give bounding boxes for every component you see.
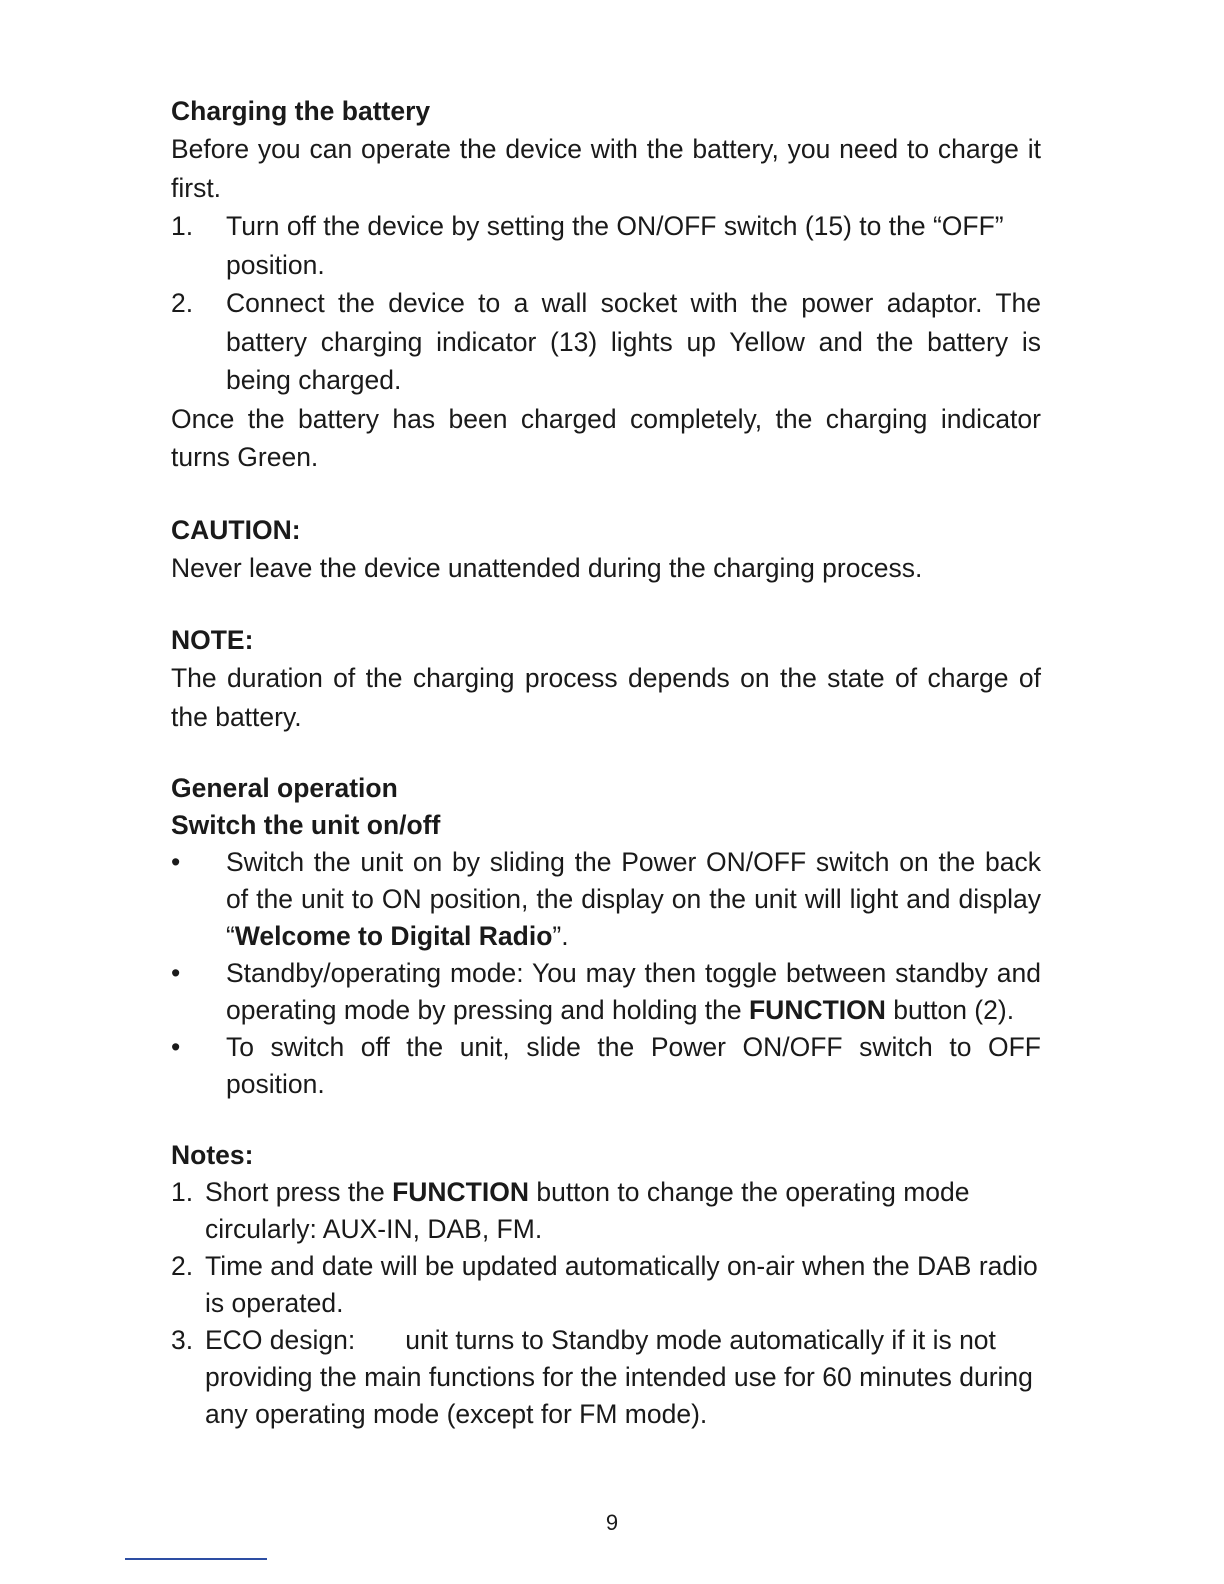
- bullet-icon: •: [171, 847, 181, 877]
- step-text: Turn off the device by setting the ON/OFF switch (15) to the “OFF” position.: [226, 211, 1004, 280]
- charging-step: [171, 207, 1041, 284]
- general-heading: General operation: [171, 773, 398, 803]
- charging-section: [171, 92, 1041, 477]
- caution-section: [171, 511, 1041, 588]
- step-number: 1.: [171, 211, 194, 241]
- manual-page: [171, 92, 1041, 1433]
- spacer: [171, 1103, 1041, 1137]
- notes-section: [171, 1137, 1041, 1433]
- note-item-text: Time and date will be updated automatically on-air when the DAB radio is operated.: [205, 1251, 1038, 1318]
- bullet-icon: •: [171, 1032, 181, 1062]
- notes-heading: Notes:: [171, 1140, 254, 1170]
- bullet-text: To switch off the unit, slide the Power ON/OFF switch to OFF position.: [226, 1032, 1041, 1099]
- charging-heading: Charging the battery: [171, 96, 431, 126]
- switch-subheading: Switch the unit on/off: [171, 810, 441, 840]
- bullet-item: [171, 955, 1041, 1029]
- note-number: 1.: [171, 1177, 194, 1207]
- note-section: [171, 621, 1041, 736]
- bullet-icon: •: [171, 958, 181, 988]
- charging-step: [171, 284, 1041, 400]
- note-item-text: Short press the FUNCTION button to change the operating mode circularly: AUX-IN, DAB, FM.: [205, 1177, 970, 1244]
- footer-rule: [125, 1558, 267, 1560]
- spacer: [171, 477, 1041, 511]
- welcome-message: Welcome to Digital Radio: [234, 921, 553, 951]
- function-keyword: FUNCTION: [392, 1177, 529, 1207]
- note-heading: NOTE:: [171, 625, 254, 655]
- general-section: [171, 770, 1041, 1103]
- function-keyword: FUNCTION: [749, 995, 886, 1025]
- charging-intro: Before you can operate the device with the battery, you need to charge it first.: [171, 134, 1041, 203]
- spacer: [171, 587, 1041, 621]
- bullet-item: [171, 1029, 1041, 1103]
- note-item-text: ECO design: unit turns to Standby mode automatically if it is not providing the main functions for the intended use for 60 minutes during any operating mode (except for FM mode).: [205, 1325, 1033, 1429]
- step-number: 2.: [171, 288, 194, 318]
- notes-item: [171, 1322, 1041, 1433]
- bullet-text: Switch the unit on by sliding the Power ON/OFF switch on the back of the unit to ON position, the display on the unit will light and display “Welcome to Digital Radio”.: [226, 847, 1041, 951]
- spacer: [171, 736, 1041, 770]
- bullet-text: Standby/operating mode: You may then toggle between standby and operating mode by pressing and holding the FUNCTION button (2).: [226, 958, 1041, 1025]
- step-text: Connect the device to a wall socket with the power adaptor. The battery charging indicator (13) lights up Yellow and the battery is being charged.: [226, 288, 1041, 395]
- notes-item: [171, 1174, 1041, 1248]
- bullet-item: [171, 844, 1041, 955]
- charging-outro: Once the battery has been charged completely, the charging indicator turns Green.: [171, 403, 1041, 472]
- eco-label: ECO design:: [205, 1325, 356, 1355]
- page-number: 9: [605, 1510, 619, 1535]
- note-number: 3.: [171, 1325, 194, 1355]
- caution-text: Never leave the device unattended during the charging process.: [171, 552, 923, 583]
- caution-heading: CAUTION:: [171, 514, 301, 545]
- note-text: The duration of the charging process depends on the state of charge of the battery.: [171, 663, 1041, 732]
- note-number: 2.: [171, 1251, 194, 1281]
- notes-item: [171, 1248, 1041, 1322]
